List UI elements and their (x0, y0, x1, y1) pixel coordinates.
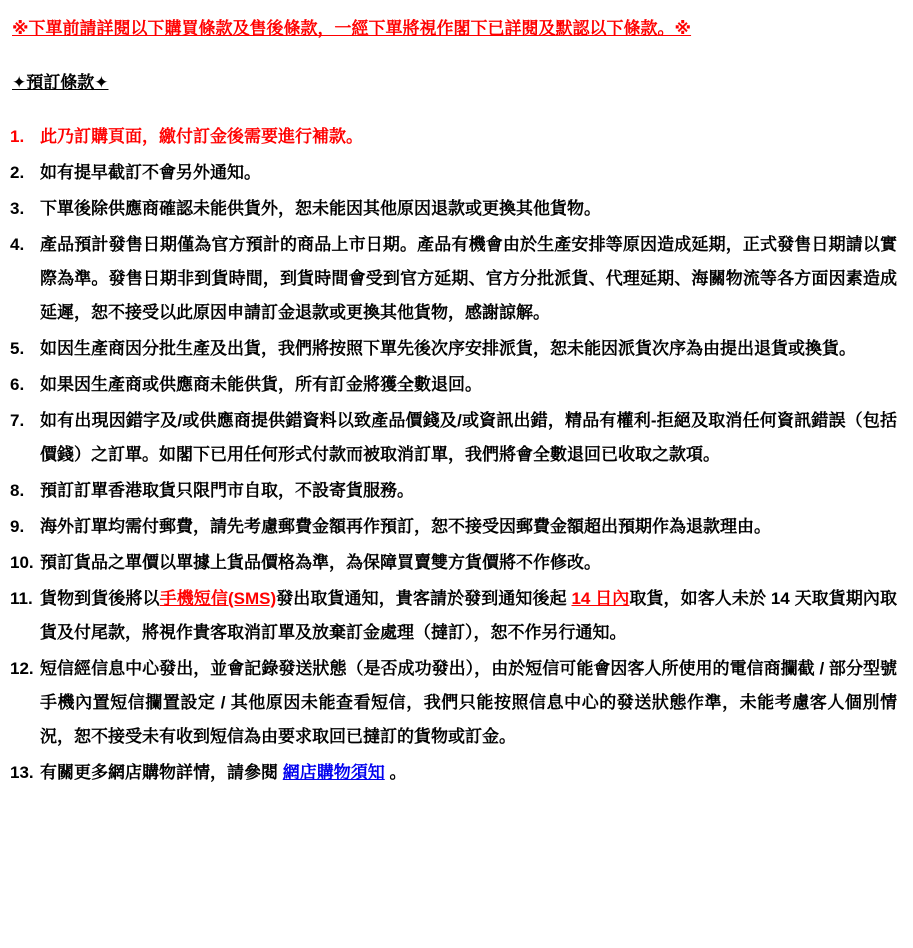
term-text (40, 332, 897, 366)
term-text (40, 404, 897, 472)
term-number: 13. (10, 763, 34, 782)
term-text (40, 120, 897, 154)
term-number: 5. (10, 339, 25, 358)
term-text (40, 228, 897, 330)
term-segment: 短信經信息中心發出，並會記錄發送狀態（是否成功發出），由於短信可能會因客人所使用的電信商攔截 / 部分型號手機內置短信攔置設定 / 其他原因未能查看短信，我們只能按照信息中心的發送狀態作準，未能考慮客人個別情況，恕不接受未有收到短信為由要求取回已撻訂的貨物或訂金。 (40, 659, 897, 746)
term-item-3 (10, 192, 897, 226)
term-item-2 (10, 156, 897, 190)
term-text (40, 756, 897, 790)
term-item-11 (10, 582, 897, 650)
term-segment: 有關更多網店購物詳情，請參閱 (40, 763, 283, 782)
term-segment: 預訂貨品之單價以單據上貨品價格為準，為保障買賣雙方貨價將不作修改。 (40, 553, 601, 572)
term-item-9 (10, 510, 897, 544)
term-item-6 (10, 368, 897, 402)
term-segment: 如有出現因錯字及/或供應商提供錯資料以致產品價錢及/或資訊出錯，精品有權利-拒絕及取消任何資訊錯誤（包括價錢）之訂單。如閣下已用任何形式付款而被取消訂單，我們將會全數退回已收取之款項。 (40, 411, 897, 464)
preorder-terms-heading: ✦預訂條款✦ (12, 73, 109, 92)
term-item-10 (10, 546, 897, 580)
term-segment: 此乃訂購頁面，繳付訂金後需要進行補款。 (40, 127, 363, 146)
term-number: 8. (10, 481, 25, 500)
sms-highlight: 手機短信(SMS) (159, 589, 277, 608)
term-text (40, 582, 897, 650)
term-text (40, 192, 897, 226)
term-number: 1. (10, 127, 25, 146)
term-segment: 如因生產商因分批生產及出貨，我們將按照下單先後次序安排派貨，恕未能因派貨次序為由提出退貨或換貨。 (40, 339, 856, 358)
term-segment: 取貨，如客人未於 14 天取貨期內取貨及付尾款，將視作貴客取消訂單及放棄訂金處理（撻訂），恕不作另行通知。 (40, 589, 897, 642)
term-number: 7. (10, 411, 25, 430)
term-segment: 預訂訂單香港取貨只限門市自取，不設寄貨服務。 (40, 481, 414, 500)
term-segment: 下單後除供應商確認未能供貨外，恕未能因其他原因退款或更換其他貨物。 (40, 199, 601, 218)
term-text (40, 474, 897, 508)
term-segment: 海外訂單均需付郵費，請先考慮郵費金額再作預訂，恕不接受因郵費金額超出預期作為退款理由。 (40, 517, 771, 536)
terms-list (10, 120, 897, 790)
term-segment: 如有提早截訂不會另外通知。 (40, 163, 261, 182)
term-number: 11. (10, 589, 33, 608)
term-item-12 (10, 652, 897, 754)
term-number: 10. (10, 553, 34, 572)
shop-guide-link[interactable]: 網店購物須知 (282, 763, 385, 782)
term-item-1 (10, 120, 897, 154)
term-number: 3. (10, 199, 25, 218)
term-segment: 如果因生產商或供應商未能供貨，所有訂金將獲全數退回。 (40, 375, 482, 394)
term-segment: 。 (384, 763, 407, 782)
term-segment: 貨物到貨後將以 (40, 589, 160, 608)
term-item-5 (10, 332, 897, 366)
term-item-7 (10, 404, 897, 472)
term-text (40, 368, 897, 402)
term-number: 6. (10, 375, 25, 394)
term-item-8 (10, 474, 897, 508)
pickup-deadline-highlight: 14 日內 (571, 589, 630, 608)
term-number: 12. (10, 659, 34, 678)
term-number: 2. (10, 163, 25, 182)
term-number: 4. (10, 235, 25, 254)
term-segment: 發出取貨通知，貴客請於發到通知後起 (276, 589, 572, 608)
term-text (40, 652, 897, 754)
term-item-4 (10, 228, 897, 330)
term-number: 9. (10, 517, 25, 536)
term-text (40, 156, 897, 190)
term-text (40, 510, 897, 544)
purchase-terms-notice: ※下單前請詳閱以下購買條款及售後條款，一經下單將視作閣下已詳閱及默認以下條款。※ (12, 19, 692, 38)
term-item-13 (10, 756, 897, 790)
term-text (40, 546, 897, 580)
term-segment: 產品預計發售日期僅為官方預計的商品上市日期。產品有機會由於生產安排等原因造成延期，正式發售日期請以實際為準。發售日期非到貨時間，到貨時間會受到官方延期、官方分批派貨、代理延期、海關物流等各方面因素造成延遲，恕不接受以此原因申請訂金退款或更換其他貨物，感謝諒解。 (40, 235, 897, 322)
